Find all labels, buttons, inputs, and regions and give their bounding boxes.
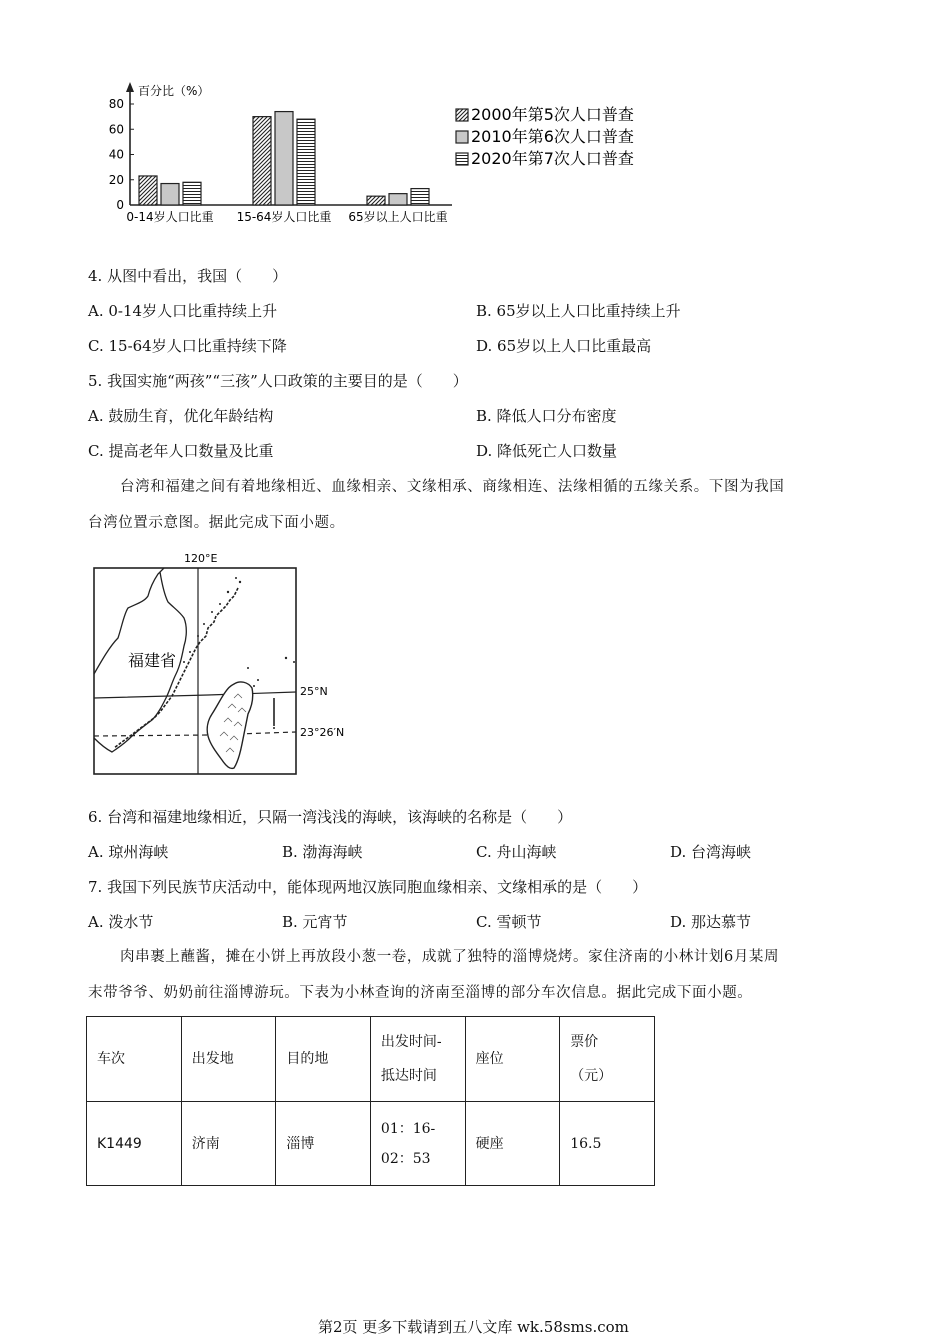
lat-25n-label: 25°N — [300, 685, 328, 698]
bar-0-1 — [161, 184, 179, 205]
header-seat: 座位 — [465, 1017, 560, 1102]
y-tick-label: 60 — [108, 122, 124, 137]
header-arrive-time: 抵达时间 — [380, 1068, 437, 1084]
legend-swatch-2 — [456, 153, 468, 165]
cell-train-no: K1449 — [87, 1102, 182, 1186]
q5-stem: 5. 我国实施“两孩”“三孩”人口政策的主要目的是（ ） — [88, 372, 468, 390]
population-chart — [100, 76, 660, 236]
q7-option-d[interactable]: D. 那达慕节 — [670, 913, 752, 931]
bar-0-2 — [183, 182, 201, 205]
q4-option-b[interactable]: B. 65岁以上人口比重持续上升 — [476, 302, 681, 320]
q6-option-c[interactable]: C. 舟山海峡 — [476, 843, 557, 861]
table-row — [87, 1102, 655, 1186]
cell-price: 16.5 — [560, 1102, 655, 1186]
y-tick-label: 40 — [108, 147, 124, 162]
legend-swatch-0 — [456, 109, 468, 121]
cell-depart-time: 01：16- — [380, 1120, 436, 1137]
bar-0-0 — [139, 176, 157, 205]
q6-option-b[interactable]: B. 渤海海峡 — [282, 843, 363, 861]
cell-destination: 淄博 — [276, 1102, 371, 1186]
passage2-line1: 肉串裹上蘸酱，摊在小饼上再放段小葱一卷，成就了独特的淄博烧烤。家住济南的小林计划6月某周 — [120, 949, 780, 965]
q7-option-a[interactable]: A. 泼水节 — [88, 913, 154, 931]
y-tick-label: 20 — [108, 172, 124, 187]
q6-option-d[interactable]: D. 台湾海峡 — [670, 843, 752, 861]
y-axis-arrow — [126, 82, 134, 92]
q7-option-c[interactable]: C. 雪顿节 — [476, 913, 542, 931]
q4-stem: 4. 从图中看出，我国（ ） — [88, 267, 288, 285]
lon-120e-label: 120°E — [184, 552, 218, 565]
lat-tropic-label: 23°26′N — [300, 726, 345, 739]
bar-2-0 — [367, 196, 385, 205]
q4-option-c[interactable]: C. 15-64岁人口比重持续下降 — [88, 337, 287, 355]
fujian-label: 福建省 — [128, 651, 177, 670]
legend-label-2: 2020年第7次人口普查 — [471, 149, 634, 168]
q5-option-a[interactable]: A. 鼓励生育，优化年龄结构 — [88, 407, 274, 425]
legend-label-0: 2000年第5次人口普查 — [471, 105, 634, 124]
page-footer: 第2页 更多下载请到五八文库 wk.58sms.com — [318, 1318, 629, 1336]
taiwan-location-map — [88, 548, 358, 780]
population-chart-svg — [100, 76, 660, 236]
bar-1-1 — [275, 112, 293, 205]
cell-origin: 济南 — [181, 1102, 276, 1186]
header-train-no: 车次 — [87, 1017, 182, 1102]
header-times — [370, 1017, 465, 1102]
q5-option-b[interactable]: B. 降低人口分布密度 — [476, 407, 617, 425]
q7-stem: 7. 我国下列民族节庆活动中，能体现两地汉族同胞血缘相亲、文缘相承的是（ ） — [88, 878, 648, 896]
bar-1-0 — [253, 117, 271, 205]
q5-option-c[interactable]: C. 提高老年人口数量及比重 — [88, 442, 274, 460]
q7-option-b[interactable]: B. 元宵节 — [282, 913, 348, 931]
header-price — [560, 1017, 655, 1102]
table-header-row — [87, 1017, 655, 1102]
x-tick-label: 15-64岁人口比重 — [236, 210, 332, 224]
legend-swatch-1 — [456, 131, 468, 143]
bar-2-2 — [411, 189, 429, 205]
q4-option-a[interactable]: A. 0-14岁人口比重持续上升 — [88, 302, 278, 320]
x-tick-label: 65岁以上人口比重 — [348, 210, 448, 224]
header-destination: 目的地 — [276, 1017, 371, 1102]
q6-stem: 6. 台湾和福建地缘相近，只隔一湾浅浅的海峡，该海峡的名称是（ ） — [88, 808, 573, 826]
bar-1-2 — [297, 119, 315, 205]
legend-label-1: 2010年第6次人口普查 — [471, 127, 634, 146]
y-tick-label: 0 — [116, 198, 124, 212]
header-price-unit: （元） — [570, 1068, 613, 1084]
passage2-line2: 末带爷爷、奶奶前往淄博游玩。下表为小林查询的济南至淄博的部分车次信息。据此完成下面小题。 — [88, 985, 753, 1001]
bar-2-1 — [389, 194, 407, 205]
y-axis-label: 百分比（%） — [138, 84, 210, 98]
cell-seat: 硬座 — [465, 1102, 560, 1186]
train-schedule-table — [86, 1016, 655, 1186]
cell-times — [370, 1102, 465, 1186]
header-price-label: 票价 — [570, 1034, 599, 1050]
header-depart-time: 出发时间- — [380, 1034, 442, 1050]
taiwan-map-svg — [88, 548, 358, 780]
y-tick-label: 80 — [108, 97, 124, 111]
q4-option-d[interactable]: D. 65岁以上人口比重最高 — [476, 337, 652, 355]
q5-option-d[interactable]: D. 降低死亡人口数量 — [476, 442, 618, 460]
cell-arrive-time: 02：53 — [380, 1150, 431, 1167]
passage1-line1: 台湾和福建之间有着地缘相近、血缘相亲、文缘相承、商缘相连、法缘相循的五缘关系。下图为我国 — [120, 479, 785, 495]
header-origin: 出发地 — [181, 1017, 276, 1102]
q6-option-a[interactable]: A. 琼州海峡 — [88, 843, 169, 861]
passage1-line2: 台湾位置示意图。据此完成下面小题。 — [88, 515, 345, 531]
x-tick-label: 0-14岁人口比重 — [126, 210, 214, 224]
